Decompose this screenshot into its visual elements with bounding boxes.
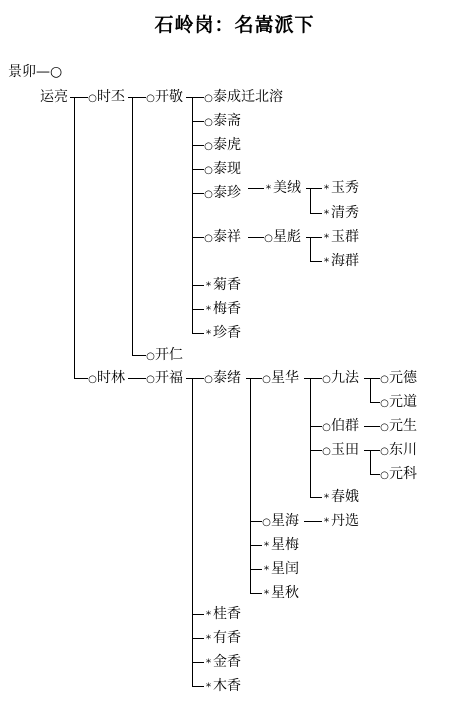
female-marker: *	[324, 184, 329, 195]
connector-line	[128, 97, 146, 98]
male-marker: ○	[262, 517, 271, 528]
connector-line	[192, 193, 204, 194]
diagram-title: 石岭岗：名嵩派下	[154, 14, 315, 36]
connector-line	[192, 97, 193, 333]
connector-line	[186, 97, 204, 98]
person-name: 开仁	[155, 347, 183, 363]
male-marker: ○	[146, 351, 155, 362]
male-marker: ○	[380, 422, 389, 433]
female-marker: *	[324, 257, 329, 268]
male-marker: ○	[204, 117, 213, 128]
person-kaijing	[146, 89, 183, 107]
female-marker: *	[324, 209, 329, 220]
connector-line	[192, 309, 204, 310]
person-xinghua	[262, 370, 299, 388]
connector-line	[248, 188, 264, 189]
person-name: 开福	[155, 370, 183, 386]
connector-line	[74, 97, 75, 378]
male-marker: ○	[380, 446, 389, 457]
person-xingbiao	[264, 229, 301, 247]
male-marker: ○	[146, 374, 155, 385]
person-name: 元德	[389, 370, 417, 386]
person-name: 有香	[213, 630, 241, 646]
connector-line	[132, 97, 133, 355]
female-marker: *	[206, 658, 211, 669]
male-marker: ○	[204, 165, 213, 176]
female-marker: *	[324, 517, 329, 528]
connector-line	[304, 378, 322, 379]
connector-line	[74, 378, 88, 379]
person-meiyu	[264, 180, 301, 198]
person-name: 泰珍	[213, 185, 241, 201]
person-name: 美绒	[273, 180, 301, 196]
person-name: 星彪	[273, 229, 301, 245]
person-muxiang	[204, 678, 241, 696]
person-name: 金香	[213, 654, 241, 670]
female-marker: *	[206, 634, 211, 645]
female-marker: *	[266, 184, 271, 195]
connector-line	[370, 474, 380, 475]
person-name: 星海	[271, 513, 299, 529]
connector-line	[250, 569, 262, 570]
connector-line	[370, 402, 380, 403]
person-name: 景卯—○	[8, 64, 63, 80]
person-name: 泰祥	[213, 229, 241, 245]
male-marker: ○	[380, 374, 389, 385]
person-kaifu	[146, 370, 183, 388]
connector-line	[192, 169, 204, 170]
person-taixu	[204, 370, 241, 388]
connector-line	[370, 378, 371, 402]
person-name: 春娥	[331, 489, 359, 505]
person-youxiang	[204, 630, 241, 648]
person-meixiang	[204, 301, 241, 319]
person-haiqun	[322, 253, 359, 271]
connector-line	[364, 378, 380, 379]
person-name: 九法	[331, 370, 359, 386]
person-shipi	[88, 89, 125, 107]
connector-line	[306, 237, 322, 238]
person-xingrun	[262, 561, 299, 579]
person-taixiang	[204, 229, 241, 247]
person-name: 菊香	[213, 277, 241, 293]
connector-line	[250, 593, 262, 594]
connector-line	[310, 426, 322, 427]
person-qingxiu	[322, 205, 359, 223]
male-marker: ○	[204, 93, 213, 104]
person-dongchuan	[380, 442, 417, 460]
connector-line	[192, 686, 204, 687]
male-marker: ○	[380, 470, 389, 481]
person-name: 伯群	[331, 418, 359, 434]
female-marker: *	[206, 281, 211, 292]
person-xinghai	[262, 513, 299, 531]
connector-line	[192, 145, 204, 146]
female-marker: *	[264, 541, 269, 552]
person-taicheng	[204, 89, 283, 107]
person-name: 丹选	[331, 513, 359, 529]
person-name: 星闰	[271, 561, 299, 577]
male-marker: ○	[322, 374, 331, 385]
male-marker: ○	[380, 398, 389, 409]
person-danxuan	[322, 513, 359, 531]
male-marker: ○	[262, 374, 271, 385]
connector-line	[250, 545, 262, 546]
person-name: 东川	[389, 442, 417, 458]
person-name: 星华	[271, 370, 299, 386]
connector-line	[310, 237, 311, 261]
person-name: 泰虎	[213, 137, 241, 153]
male-marker: ○	[204, 189, 213, 200]
male-marker: ○	[88, 93, 97, 104]
connector-line	[364, 450, 380, 451]
connector-line	[310, 450, 322, 451]
male-marker: ○	[322, 422, 331, 433]
person-chune	[322, 489, 359, 507]
person-name: 珍香	[213, 325, 241, 341]
connector-line	[248, 237, 264, 238]
female-marker: *	[264, 565, 269, 576]
male-marker: ○	[88, 374, 97, 385]
female-marker: *	[324, 493, 329, 504]
person-xingqiu	[262, 585, 299, 603]
person-yunliang	[40, 89, 68, 105]
person-yuandao	[380, 394, 417, 412]
person-name: 元生	[389, 418, 417, 434]
connector-line	[192, 285, 204, 286]
person-name: 星秋	[271, 585, 299, 601]
person-kairen	[146, 347, 183, 365]
connector-line	[250, 378, 251, 593]
male-marker: ○	[146, 93, 155, 104]
person-name: 玉群	[331, 229, 359, 245]
person-name: 泰绪	[213, 370, 241, 386]
person-name: 海群	[331, 253, 359, 269]
connector-line	[310, 378, 311, 497]
female-marker: *	[324, 233, 329, 244]
person-name: 时林	[97, 370, 125, 386]
connector-line	[364, 426, 380, 427]
person-xingmei	[262, 537, 299, 555]
female-marker: *	[206, 305, 211, 316]
person-yuansheng	[380, 418, 417, 436]
person-boqun	[322, 418, 359, 436]
person-name: 玉秀	[331, 180, 359, 196]
female-marker: *	[206, 610, 211, 621]
person-yuqun	[322, 229, 359, 247]
person-name: 元科	[389, 466, 417, 482]
person-taixian	[204, 161, 241, 179]
person-name: 梅香	[213, 301, 241, 317]
person-jiufa	[322, 370, 359, 388]
connector-line	[192, 121, 204, 122]
person-yuande	[380, 370, 417, 388]
person-yuanke	[380, 466, 417, 484]
connector-line	[132, 355, 146, 356]
connector-line	[192, 333, 204, 334]
connector-line	[250, 521, 262, 522]
connector-line	[310, 497, 322, 498]
person-shilin	[88, 370, 125, 388]
connector-line	[310, 188, 311, 213]
person-jinxiang	[204, 654, 241, 672]
person-name: 开敬	[155, 89, 183, 105]
connector-line	[192, 378, 193, 686]
connector-line	[370, 450, 371, 474]
person-name: 木香	[213, 678, 241, 694]
person-name: 玉田	[331, 442, 359, 458]
connector-line	[192, 638, 204, 639]
person-taiqi	[204, 113, 241, 131]
connector-line	[192, 614, 204, 615]
person-juxiang	[204, 277, 241, 295]
male-marker: ○	[204, 141, 213, 152]
person-name: 元道	[389, 394, 417, 410]
female-marker: *	[206, 682, 211, 693]
person-name: 泰成迁北溶	[213, 89, 283, 105]
connector-line	[186, 378, 204, 379]
male-marker: ○	[204, 233, 213, 244]
male-marker: ○	[204, 374, 213, 385]
connector-line	[310, 213, 322, 214]
connector-line	[70, 97, 88, 98]
person-taizhen	[204, 185, 241, 203]
person-yuxiu	[322, 180, 359, 198]
person-name: 泰现	[213, 161, 241, 177]
person-jingmao	[8, 64, 62, 80]
person-name: 时丕	[97, 89, 125, 105]
connector-line	[128, 378, 146, 379]
female-marker: *	[264, 589, 269, 600]
person-name: 桂香	[213, 606, 241, 622]
connector-line	[192, 237, 204, 238]
person-name: 清秀	[331, 205, 359, 221]
connector-line	[306, 188, 322, 189]
male-marker: ○	[264, 233, 273, 244]
connector-line	[304, 521, 322, 522]
connector-line	[310, 261, 322, 262]
person-taihu	[204, 137, 241, 155]
person-yutian	[322, 442, 359, 460]
person-name: 运亮	[40, 89, 68, 105]
person-name: 星梅	[271, 537, 299, 553]
connector-line	[192, 662, 204, 663]
connector-line	[246, 378, 262, 379]
female-marker: *	[206, 329, 211, 340]
person-guixiang	[204, 606, 241, 624]
male-marker: ○	[322, 446, 331, 457]
person-zhenxiang	[204, 325, 241, 343]
person-name: 泰斋	[213, 113, 241, 129]
